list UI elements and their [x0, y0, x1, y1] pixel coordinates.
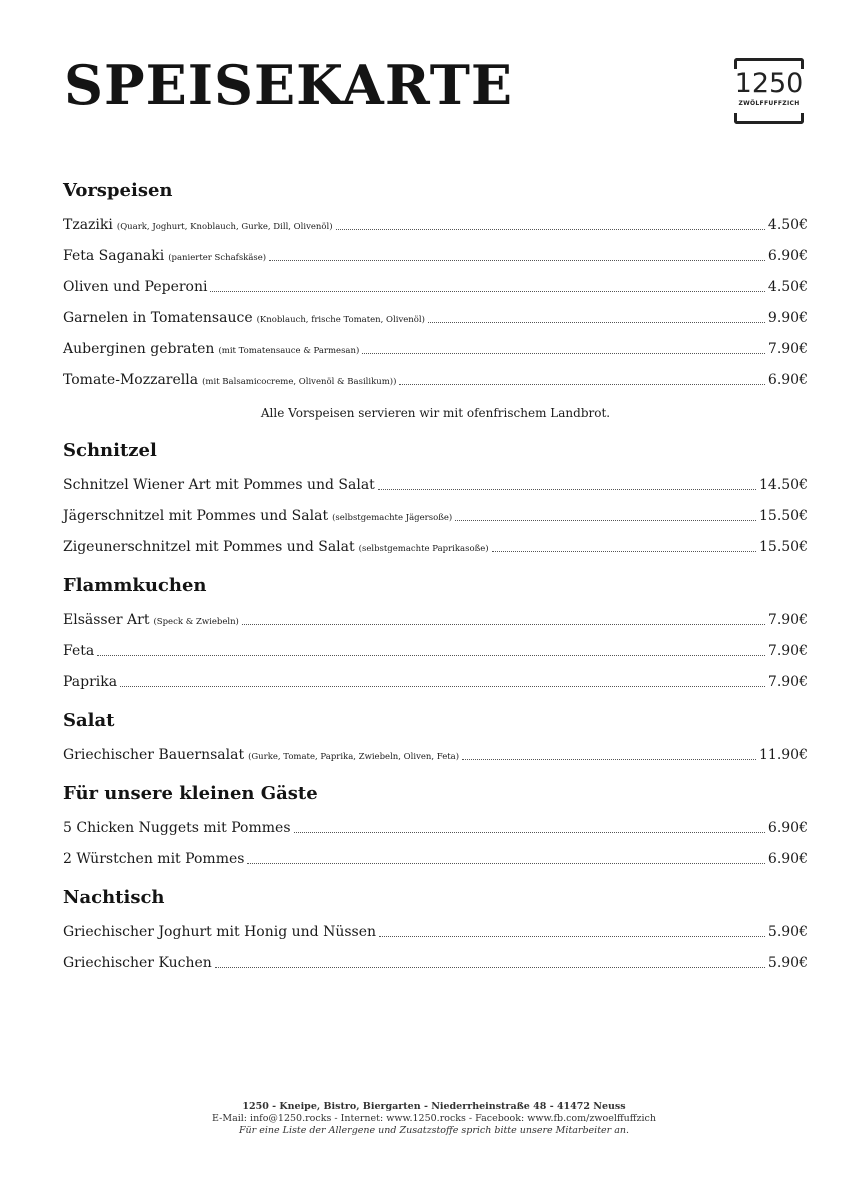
- menu-section: [63, 575, 808, 698]
- menu-section: [63, 887, 808, 979]
- footer-contact: E-Mail: info@1250.rocks - Internet: www.1250.rocks - Facebook: www.fb.com/zwoelffuffzich: [212, 1113, 656, 1124]
- menu-section: [63, 180, 808, 422]
- item-list: [63, 813, 808, 875]
- item-price: 5.90€: [767, 924, 808, 940]
- item-price: 15.50€: [759, 508, 808, 524]
- menu-title: SPEISEKARTE: [64, 53, 514, 117]
- item-name: Jägerschnitzel mit Pommes und Salat: [63, 508, 329, 524]
- item-list: [63, 917, 808, 979]
- menu-item: [63, 241, 808, 272]
- menu-item: [63, 948, 808, 979]
- item-detail: (Quark, Joghurt, Knoblauch, Gurke, Dill, Olivenöl): [116, 222, 333, 232]
- logo: [734, 58, 804, 124]
- item-name: Zigeunerschnitzel mit Pommes und Salat: [63, 539, 355, 555]
- menu-item: [63, 813, 808, 844]
- item-name: Tomate-Mozzarella: [63, 372, 199, 388]
- menu-item: [63, 917, 808, 948]
- section-heading: Flammkuchen: [63, 575, 207, 596]
- item-name: Auberginen gebraten: [63, 341, 215, 357]
- menu-section: [63, 783, 808, 875]
- item-price: 6.90€: [767, 248, 808, 264]
- dot-leader: [336, 229, 765, 230]
- item-price: 7.90€: [767, 643, 808, 659]
- menu-item: [63, 210, 808, 241]
- item-name: Feta: [63, 643, 95, 659]
- logo-number: 1250: [734, 68, 804, 99]
- section-heading: Vorspeisen: [63, 180, 173, 201]
- item-price: 6.90€: [767, 851, 808, 867]
- item-name: Feta Saganaki: [63, 248, 165, 264]
- logo-subtitle: ZWÖLFFUFFZICH: [738, 100, 800, 107]
- dot-leader: [215, 967, 765, 968]
- item-price: 15.50€: [759, 539, 808, 555]
- item-name: Griechischer Kuchen: [63, 955, 212, 971]
- dot-leader: [455, 520, 756, 521]
- item-price: 14.50€: [759, 477, 808, 493]
- dot-leader: [379, 936, 765, 937]
- menu-item: [63, 532, 808, 563]
- item-name: Griechischer Joghurt mit Honig und Nüssen: [63, 924, 377, 940]
- menu-item: [63, 605, 808, 636]
- dot-leader: [362, 353, 765, 354]
- item-detail: (panierter Schafskäse): [168, 253, 267, 263]
- section-heading: Salat: [63, 710, 115, 731]
- item-price: 4.50€: [767, 217, 808, 233]
- footer-allergen-note: Für eine Liste der Allergene und Zusatzstoffe sprich bitte unsere Mitarbeiter an.: [238, 1125, 630, 1136]
- item-price: 7.90€: [767, 674, 808, 690]
- item-name: Schnitzel Wiener Art mit Pommes und Salat: [63, 477, 375, 493]
- menu-content: [63, 180, 808, 979]
- menu-section: [63, 710, 808, 771]
- section-heading: Nachtisch: [63, 887, 165, 908]
- dot-leader: [294, 832, 765, 833]
- item-price: 11.90€: [759, 747, 808, 763]
- item-detail: (Speck & Zwiebeln): [153, 617, 239, 627]
- dot-leader: [97, 655, 765, 656]
- item-detail: (selbstgemachte Jägersoße): [332, 513, 453, 523]
- menu-item: [63, 272, 808, 303]
- item-list: [63, 740, 808, 771]
- item-detail: (Gurke, Tomate, Paprika, Zwiebeln, Oliven, Feta): [248, 752, 460, 762]
- menu-item: [63, 303, 808, 334]
- item-list: [63, 605, 808, 698]
- item-list: [63, 470, 808, 563]
- item-price: 7.90€: [767, 341, 808, 357]
- menu-item: [63, 470, 808, 501]
- item-price: 6.90€: [767, 820, 808, 836]
- dot-leader: [247, 863, 764, 864]
- menu-item: [63, 501, 808, 532]
- item-detail: (selbstgemachte Paprikasoße): [358, 544, 489, 554]
- dot-leader: [399, 384, 764, 385]
- dot-leader: [428, 322, 765, 323]
- item-price: 5.90€: [767, 955, 808, 971]
- dot-leader: [462, 759, 756, 760]
- dot-leader: [120, 686, 765, 687]
- section-note: Alle Vorspeisen servieren wir mit ofenfrischem Landbrot.: [260, 406, 611, 420]
- dot-leader: [242, 624, 765, 625]
- item-list: [63, 210, 808, 396]
- section-heading: Für unsere kleinen Gäste: [63, 783, 318, 804]
- menu-section: [63, 440, 808, 563]
- menu-item: [63, 740, 808, 771]
- item-price: 6.90€: [767, 372, 808, 388]
- item-name: 2 Würstchen mit Pommes: [63, 851, 245, 867]
- item-name: Oliven und Peperoni: [63, 279, 208, 295]
- logo-bracket-bottom: [734, 113, 804, 124]
- item-price: 9.90€: [767, 310, 808, 326]
- item-name: Elsässer Art: [63, 612, 150, 628]
- dot-leader: [269, 260, 765, 261]
- dot-leader: [210, 291, 764, 292]
- menu-item: [63, 334, 808, 365]
- item-name: Paprika: [63, 674, 118, 690]
- menu-item: [63, 844, 808, 875]
- item-price: 4.50€: [767, 279, 808, 295]
- dot-leader: [378, 489, 756, 490]
- item-detail: (Knoblauch, frische Tomaten, Olivenöl): [256, 315, 425, 325]
- item-detail: (mit Balsamicocreme, Olivenöl & Basilikum)): [202, 377, 397, 387]
- section-heading: Schnitzel: [63, 440, 157, 461]
- footer: [0, 1101, 868, 1137]
- menu-item: [63, 365, 808, 396]
- footer-address: 1250 - Kneipe, Bistro, Biergarten - Niederrheinstraße 48 - 41472 Neuss: [242, 1101, 626, 1112]
- item-name: Griechischer Bauernsalat: [63, 747, 245, 763]
- menu-item: [63, 667, 808, 698]
- dot-leader: [492, 551, 756, 552]
- item-name: 5 Chicken Nuggets mit Pommes: [63, 820, 291, 836]
- menu-item: [63, 636, 808, 667]
- item-name: Garnelen in Tomatensauce: [63, 310, 253, 326]
- item-detail: (mit Tomatensauce & Parmesan): [218, 346, 360, 356]
- item-name: Tzaziki: [63, 217, 113, 233]
- item-price: 7.90€: [767, 612, 808, 628]
